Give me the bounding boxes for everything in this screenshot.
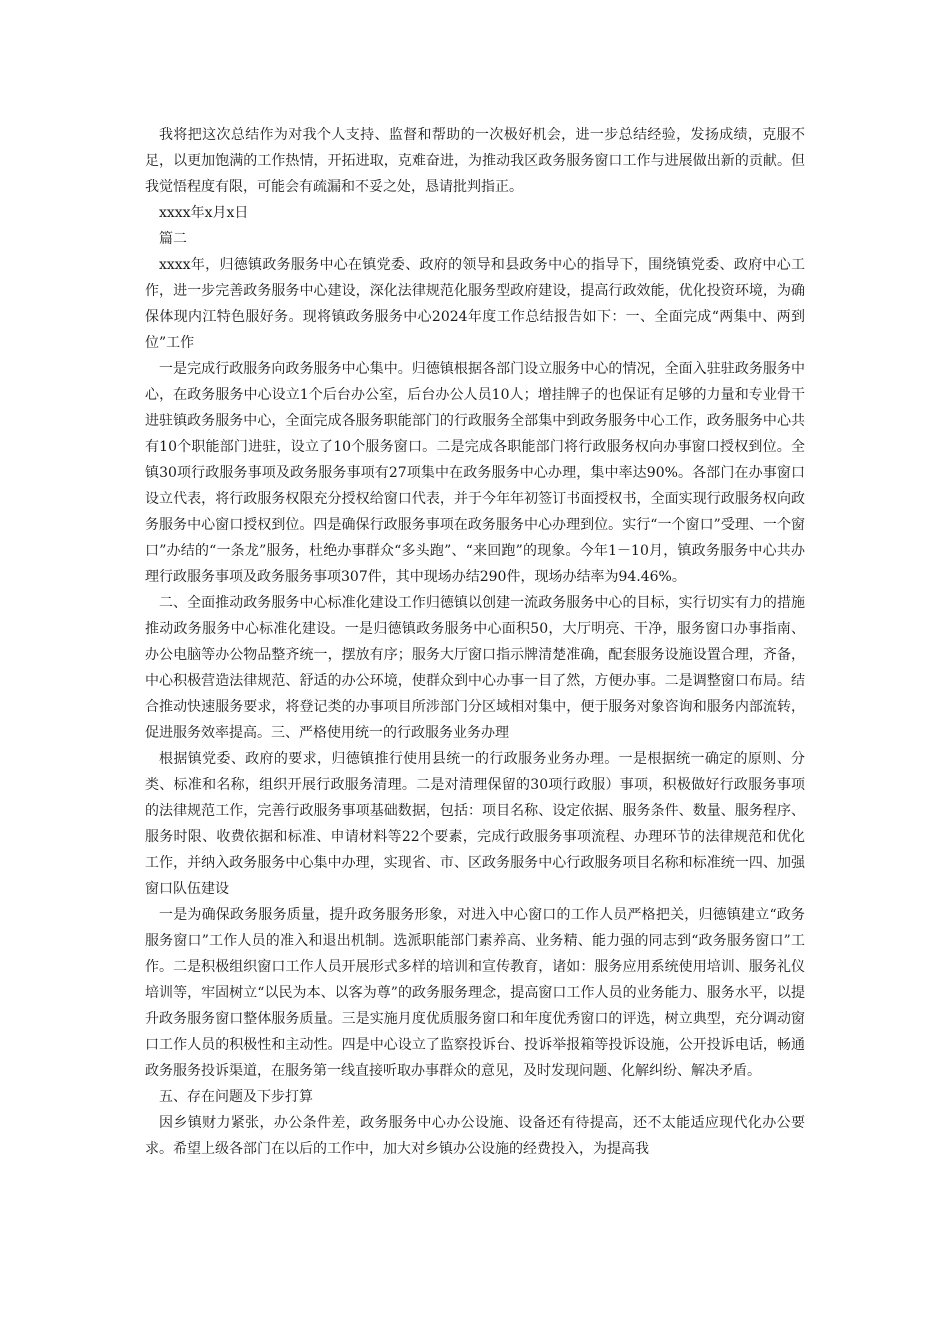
paragraph-intro: xxxx年，归德镇政务服务中心在镇党委、政府的领导和县政务中心的指导下，围绕镇党委、政府中心工作，进一步完善政务服务中心建设，深化法律规范化服务型政府建设，提高行政效能，优化投资环境，为确保体现内江特色服好务。现将镇政务服务中心2024年度工作总结报告如下：一、全面完成“两集中、两到位”工作 xyxy=(145,257,805,351)
section-heading-part-two: 篇二 xyxy=(159,231,187,247)
heading-problems-and-plans: 五、存在问题及下步打算 xyxy=(159,1089,313,1105)
paragraph-team-building: 一是为确保政务服务质量，提升政务服务形象，对进入中心窗口的工作人员严格把关，归德镇建立“政务服务窗口”工作人员的准入和退出机制。选派职能部门素养高、业务精、能力强的同志到“政务服务窗口”工作。二是积极组织窗口工作人员开展形式多样的培训和宣传教育，诸如：服务应用系统使用培训、服务礼仪培训等，牢固树立“以民为本、以客为尊”的政务服务理念，提高窗口工作人员的业务能力、服务水平，以提升政务服务窗口整体服务质量。三是实施月度优质服务窗口和年度优秀窗口的评选，树立典型，充分调动窗口工作人员的积极性和主动性。四是中心设立了监察投诉台、投诉举报箱等投诉设施，公开投诉电话，畅通政务服务投诉渠道，在服务第一线直接听取办事群众的意见，及时发现问题、化解纠纷、解决矛盾。 xyxy=(145,907,805,1079)
date-line: xxxx年x月x日 xyxy=(159,205,249,221)
paragraph-unified-system: 根据镇党委、政府的要求，归德镇推行使用县统一的行政服务业务办理。一是根据统一确定的原则、分类、标准和名称，组织开展行政服务清理。二是对清理保留的30项行政服）事项，积极做好行政服务事项的法律规范工作，完善行政服务事项基础数据，包括：项目名称、设定依据、服务条件、数量、服务程序、服务时限、收费依据和标准、申请材料等22个要素，完成行政服务事项流程、办理环节的法律规范和优化工作，并纳入政务服务中心集中办理，实现省、市、区政务服务中心行政服务项目名称和标准统一四、加强窗口队伍建设 xyxy=(145,751,805,897)
paragraph-standardization: 二、全面推动政务服务中心标准化建设工作归德镇以创建一流政务服务中心的目标，实行切实有力的措施推动政务服务中心标准化建设。一是归德镇政务服务中心面积50，大厅明亮、干净，服务窗口办事指南、办公电脑等办公物品整齐统一，摆放有序；服务大厅窗口指示牌清楚准确，配套服务设施设置合理，齐备，中心积极营造法律规范、舒适的办公环境，使群众到中心办事一目了然，方便办事。二是调整窗口布局。结合推动快速服务要求，将登记类的办事项目所涉部门分区域相对集中，便于服务对象咨询和服务内部流转，促进服务效率提高。三、严格使用统一的行政服务业务办理 xyxy=(145,595,805,741)
paragraph-closing-statement: 我将把这次总结作为对我个人支持、监督和帮助的一次极好机会，进一步总结经验，发扬成绩，克服不足，以更加饱满的工作热情，开拓进取，克难奋进，为推动我区政务服务窗口工作与进展做出新的贡献。但我觉悟程度有限，可能会有疏漏和不妥之处，恳请批判指正。 xyxy=(145,127,805,195)
paragraph-centralization: 一是完成行政服务向政务服务中心集中。归德镇根据各部门设立服务中心的情况，全面入驻驻政务服务中心，在政务服务中心设立1个后台办公室，后台办公人员10人；增挂牌子的也保证有足够的力量和专业骨干进驻镇政务服务中心，全面完成各服务职能部门的行政服务全部集中到政务服务中心工作，政务服务中心共有10个职能部门进驻，设立了10个服务窗口。二是完成各职能部门将行政服务权向办事窗口授权到位。全镇30项行政服务事项及政务服务事项有27项集中在政务服务中心办理，集中率达90%。各部门在办事窗口设立代表，将行政服务权限充分授权给窗口代表，并于今年年初签订书面授权书，全面实现行政服务权向政务服务中心窗口授权到位。四是确保行政服务事项在政务服务中心办理到位。实行“一个窗口”受理、一个窗口”办结的“一条龙”服务，杜绝办事群众“多头跑”、“来回跑”的现象。今年1－10月，镇政务服务中心共办理行政服务事项及政务服务事项307件，其中现场办结290件，现场办结率为94.46%。 xyxy=(145,361,805,585)
document-page xyxy=(145,122,805,1162)
paragraph-problems: 因乡镇财力紧张，办公条件差，政务服务中心办公设施、设备还有待提高，还不太能适应现代化办公要求。希望上级各部门在以后的工作中，加大对乡镇办公设施的经费投入，为提高我 xyxy=(145,1115,805,1157)
